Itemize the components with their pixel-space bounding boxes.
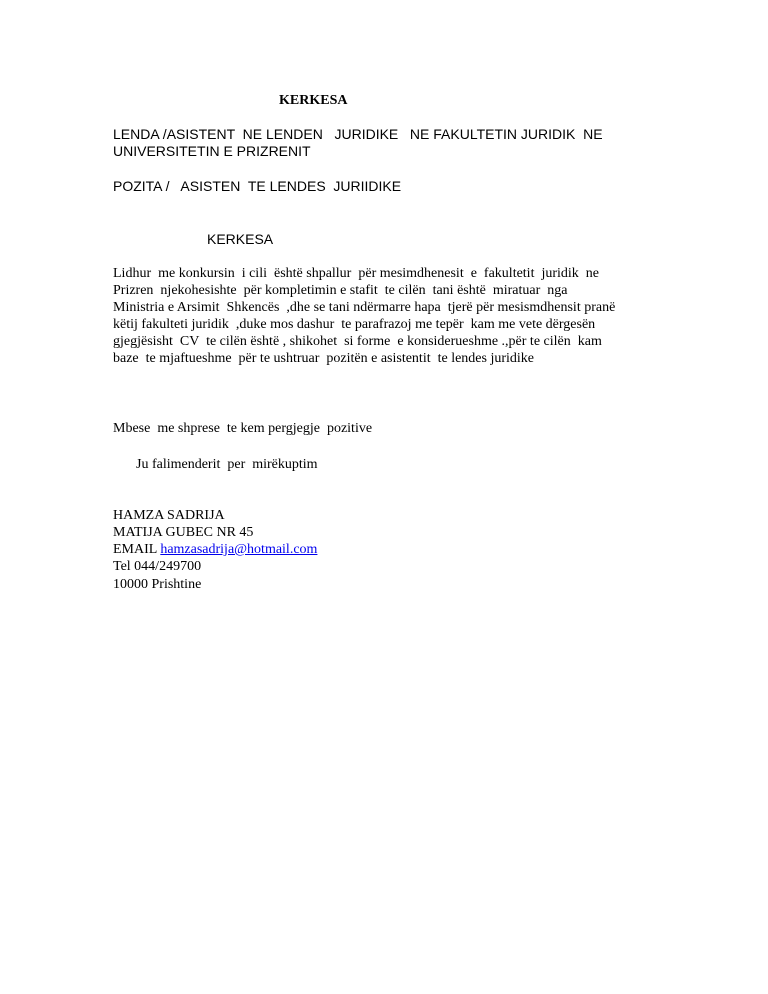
pozita-line: POZITA / ASISTEN TE LENDES JURIIDIKE bbox=[113, 178, 402, 194]
signature-email-row bbox=[113, 541, 317, 558]
signature-address: MATIJA GUBEC NR 45 bbox=[113, 525, 254, 540]
signature-name: HAMZA SADRIJA bbox=[113, 508, 225, 523]
thanks-line: Ju falimenderit per mirëkuptim bbox=[136, 457, 318, 472]
body-line-6: baze te mjaftueshme për te ushtruar pozitën e asistentit te lendes juridike bbox=[113, 351, 535, 366]
body-line-2: Prizren njekohesishte për kompletimin e stafit te cilën tani është miratuar nga bbox=[113, 283, 568, 298]
email-link[interactable]: hamzasadrija@hotmail.com bbox=[160, 542, 318, 557]
lenda-line-2: UNIVERSITETIN E PRIZRENIT bbox=[113, 143, 311, 159]
body-line-3: Ministria e Arsimit Shkencës ,dhe se tani ndërmarre hapa tjerë për mesismdhensit pranë bbox=[113, 300, 616, 315]
body-line-5: gjegjësisht CV te cilën është , shikohet si forme e konsiderueshme .,për te cilën kam bbox=[113, 334, 602, 349]
signature-tel: Tel 044/249700 bbox=[113, 559, 202, 574]
body-line-4: këtij fakulteti juridik ,duke mos dashur te parafrazoj me tepër kam me vete dërgesën bbox=[113, 317, 596, 332]
signature-city: 10000 Prishtine bbox=[113, 577, 202, 592]
document-title: KERKESA bbox=[279, 93, 348, 108]
body-line-1: Lidhur me konkursin i cili është shpallur për mesimdhenesit e fakultetit juridik ne bbox=[113, 266, 600, 281]
email-label: EMAIL bbox=[113, 542, 161, 557]
lenda-line-1: LENDA /ASISTENT NE LENDEN JURIDIKE NE FAKULTETIN JURIDIK NE bbox=[113, 126, 603, 142]
hope-line: Mbese me shprese te kem pergjegje pozitive bbox=[113, 421, 373, 436]
subtitle: KERKESA bbox=[207, 231, 274, 247]
